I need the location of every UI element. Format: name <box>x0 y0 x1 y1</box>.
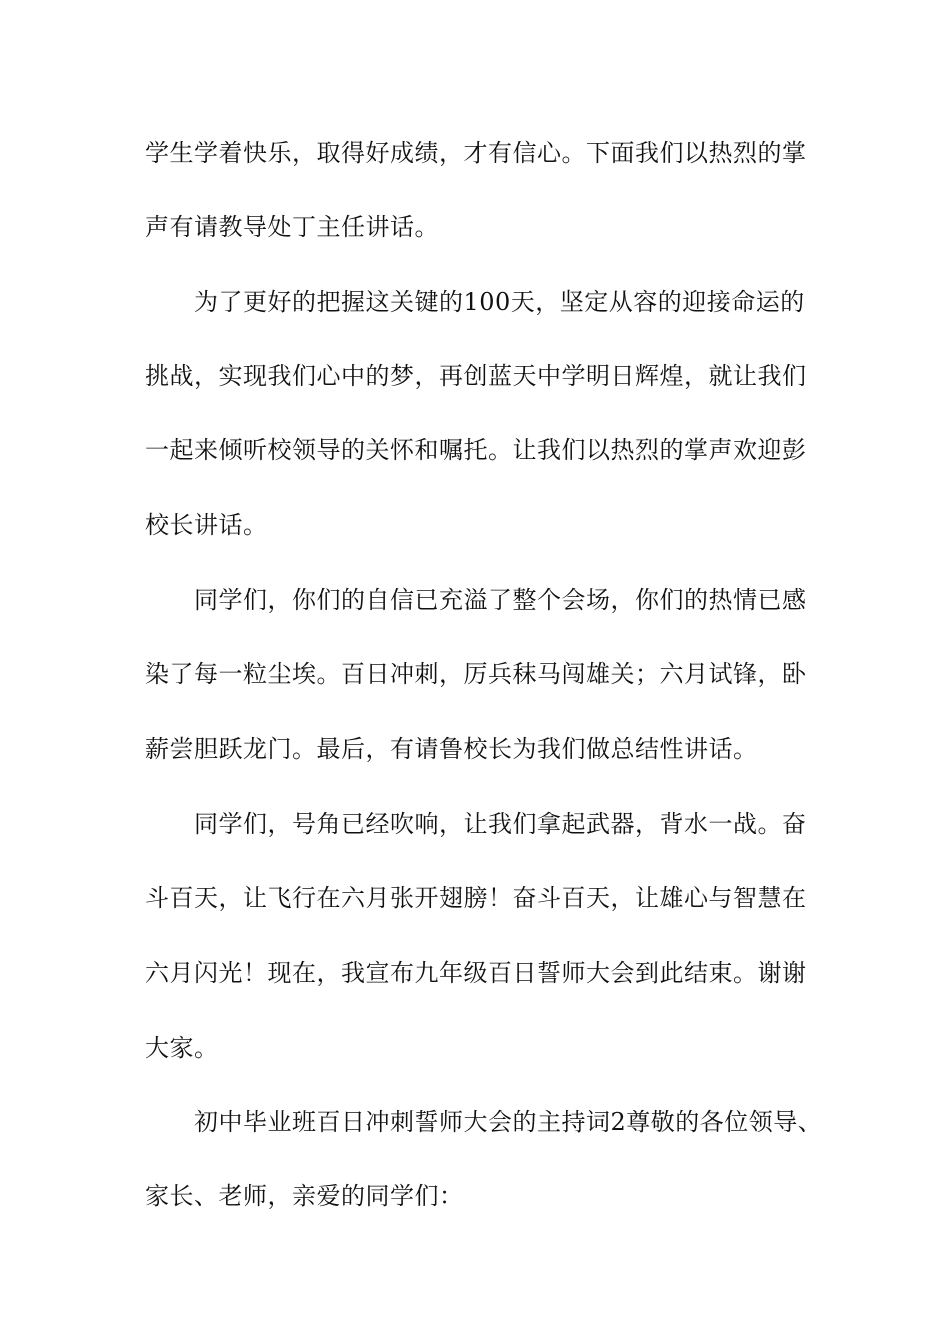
text-line: 斗百天，让飞行在六月张开翅膀！奋斗百天，让雄心与智慧在 <box>145 884 807 912</box>
text-line: 大家。 <box>145 1034 219 1062</box>
paragraph-start-line: 初中毕业班百日冲刺誓师大会的主持词2尊敬的各位领导、 <box>194 1108 823 1136</box>
paragraph-start-line: 同学们，你们的自信已充溢了整个会场，你们的热情已感 <box>194 586 807 614</box>
paragraph-start-line: 同学们，号角已经吹响，让我们拿起武器，背水一战。奋 <box>194 810 807 838</box>
text-line: 挑战，实现我们心中的梦，再创蓝天中学明日辉煌，就让我们 <box>145 362 807 390</box>
text-line: 声有请教导处丁主任讲话。 <box>145 213 439 241</box>
text-line: 薪尝胆跃龙门。最后，有请鲁校长为我们做总结性讲话。 <box>145 735 758 763</box>
text-line: 学生学着快乐，取得好成绩，才有信心。下面我们以热烈的掌 <box>145 139 807 167</box>
text-line: 家长、老师，亲爱的同学们： <box>145 1182 464 1210</box>
text-line: 染了每一粒尘埃。百日冲刺，厉兵秣马闯雄关；六月试锋，卧 <box>145 660 807 688</box>
text-line: 六月闪光！现在，我宣布九年级百日誓师大会到此结束。谢谢 <box>145 959 807 987</box>
text-line: 一起来倾听校领导的关怀和嘱托。让我们以热烈的掌声欢迎彭 <box>145 436 807 464</box>
text-line: 校长讲话。 <box>145 511 268 539</box>
paragraph-start-line: 为了更好的把握这关键的100天，坚定从容的迎接命运的 <box>194 288 805 316</box>
